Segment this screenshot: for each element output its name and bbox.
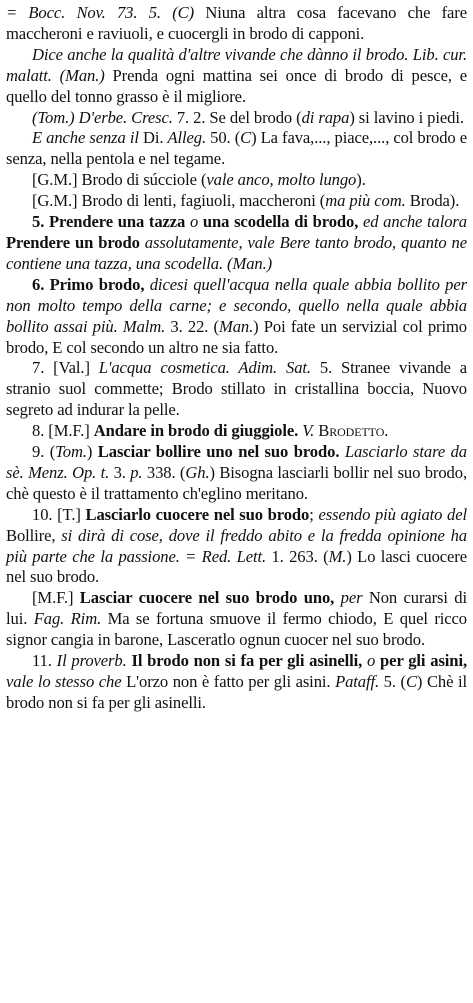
text-run: Ma se fortuna smuove il fermo chiodo, E quel ricco signor cangia in barone, Lasceratlo ognun cuocer nel suo brodo.: [6, 609, 467, 650]
text-run: 9. (: [32, 442, 56, 462]
text-run: ) Bisogna lasciarli bollir nel suo brodo, chè questo è il trattamento ch'eglino meritano.: [6, 462, 467, 503]
text-run: Lasciarlo stare da sè. Menz. Op. t.: [6, 442, 467, 482]
text-run: 50. (: [206, 128, 241, 148]
text-run: Lasciar bollire uno nel suo brodo.: [97, 442, 340, 462]
text-run: [M.F.]: [32, 588, 80, 608]
text-run: p.: [130, 462, 143, 482]
text-run: ) Chè il brodo non si fa per gli asinelli.: [6, 672, 467, 712]
text-run: ) Lo lasci cuocere nel suo brodo.: [6, 546, 467, 587]
text-run: di rapa: [301, 107, 350, 127]
entry-paragraph-p-11: [6, 651, 467, 714]
text-run: 3.: [109, 462, 131, 482]
entry-paragraph-p-7: [6, 358, 467, 421]
text-run: E anche senza il: [32, 128, 139, 148]
text-run: L'orzo non è fatto per gli asini.: [121, 672, 336, 691]
text-run: Gh.: [185, 462, 210, 482]
text-run: 5. Stranee vivande a stranio suol commette; Brodo stillato in cristallina boccia, Nuovo segreto ad indurar la pelle.: [6, 358, 467, 420]
text-run: una scodella di brodo,: [198, 212, 363, 232]
text-run: per: [334, 588, 363, 608]
text-run: ;: [309, 504, 319, 524]
entry-paragraph-p-5: [6, 212, 467, 275]
entry-paragraph-p-gm1: [6, 170, 467, 191]
text-run: 7. 2. Se del brodo (: [172, 107, 302, 127]
text-run: 5. (: [379, 672, 406, 691]
text-run: (Tom.) D'erbe. Cresc.: [32, 107, 173, 127]
entry-paragraph-p-mf: [6, 588, 467, 651]
text-run: ) si lavino i piedi.: [349, 107, 464, 127]
text-run: Broda).: [405, 191, 460, 211]
text-run: assolutamente, vale Bere tanto brodo, quanto ne contiene una tazza, una scodella. (Man.): [6, 232, 467, 273]
text-run: C: [405, 672, 417, 691]
text-run: Pataff.: [335, 672, 380, 691]
text-run: M.: [328, 546, 347, 566]
text-run: Lasciarlo cuocere nel suo brodo: [85, 504, 310, 524]
text-run: 8. [M.F.]: [32, 421, 94, 441]
entry-paragraph-p-8: [6, 421, 467, 442]
text-run: 3. 22. (: [165, 316, 219, 336]
entry-paragraph-p-tom: [6, 108, 467, 129]
entry-paragraph-p-9: [6, 442, 467, 505]
text-run: V.: [298, 421, 315, 441]
text-run: Alleg.: [167, 128, 207, 148]
text-run: Non curarsi di lui.: [6, 588, 468, 629]
text-run: per gli asini,: [375, 651, 467, 671]
text-run: 338. (: [142, 462, 186, 482]
text-run: Dice anche la qualità d'altre vivande che dànno il brodo. Lib. cur. malatt. (Man.): [6, 44, 467, 85]
text-run: ): [86, 442, 98, 462]
text-run: ed anche talora: [362, 212, 467, 232]
text-run: Brodetto.: [314, 421, 389, 441]
text-run: Il brodo non si fa per gli asinelli,: [126, 651, 368, 671]
text-run: 6. Primo brodo,: [32, 274, 150, 294]
text-run: Niuna altra cosa facevano che fare maccheroni e raviuoli, e cuocergli in brodo di capponi.: [6, 3, 468, 43]
text-run: Tom.: [55, 442, 87, 462]
text-run: o: [367, 651, 376, 671]
text-run: 1. 263. (: [266, 546, 329, 566]
entry-paragraph-p-10: [6, 505, 467, 589]
entry-paragraph-p-dice: [6, 45, 467, 108]
text-run: o: [189, 212, 199, 232]
entry-paragraph-p-gm2: [6, 191, 467, 212]
text-run: ) Poi fate un servizial col primo brodo, E col secondo un altro ne sia fatto.: [6, 316, 467, 357]
text-run: 7. [Val.]: [32, 358, 99, 378]
text-run: Prenda ogni mattina sei once di brodo di pesce, e quello del tonno grasso è il migliore.: [6, 65, 467, 106]
text-run: ma più com.: [325, 191, 406, 211]
text-run: ).: [356, 170, 366, 190]
text-run: 10. [T.]: [32, 504, 86, 524]
text-run: Bollire,: [6, 525, 62, 545]
text-run: essendo più agiato del: [318, 504, 468, 524]
text-run: C: [240, 128, 252, 148]
text-run: Fag. Rim.: [33, 609, 102, 629]
text-run: = Bocc. Nov. 73. 5. (C): [6, 3, 195, 22]
text-run: [G.M.] Brodo di lenti, fagiuoli, maccheroni (: [32, 191, 326, 211]
text-run: Man.: [218, 316, 254, 336]
text-run: Il proverb.: [56, 651, 127, 671]
text-run: ) La fava,..., piace,..., col brodo e senza, nella pentola e nel tegame.: [6, 128, 467, 169]
text-run: Di.: [138, 128, 168, 148]
entry-paragraph-p-bocc: [6, 3, 467, 45]
text-run: vale lo stesso che: [6, 672, 122, 691]
text-run: [G.M.] Brodo di súcciole (: [32, 170, 207, 190]
text-run: Andare in brodo di giuggiole.: [93, 421, 299, 441]
entry-paragraph-p-6: [6, 275, 467, 359]
text-run: vale anco, molto lungo: [206, 170, 357, 190]
text-run: 11.: [32, 651, 57, 671]
text-run: L'acqua cosmetica. Adim. Sat.: [98, 358, 311, 378]
entry-paragraph-p-senza: [6, 128, 467, 170]
text-run: dicesi quell'acqua nella quale abbia bollito per non molto tempo della carne; e secondo, quello nella quale abbia bollito assai più. Malm.: [6, 274, 467, 336]
text-run: Prendere un brodo: [6, 232, 145, 252]
text-run: si dirà di cose, dove il freddo abito e la fredda opinione ha più parte che la passione. = Red. Lett.: [6, 525, 467, 566]
text-run: 5. Prendere una tazza: [32, 212, 190, 232]
text-run: Lasciar cuocere nel suo brodo uno,: [79, 588, 335, 608]
